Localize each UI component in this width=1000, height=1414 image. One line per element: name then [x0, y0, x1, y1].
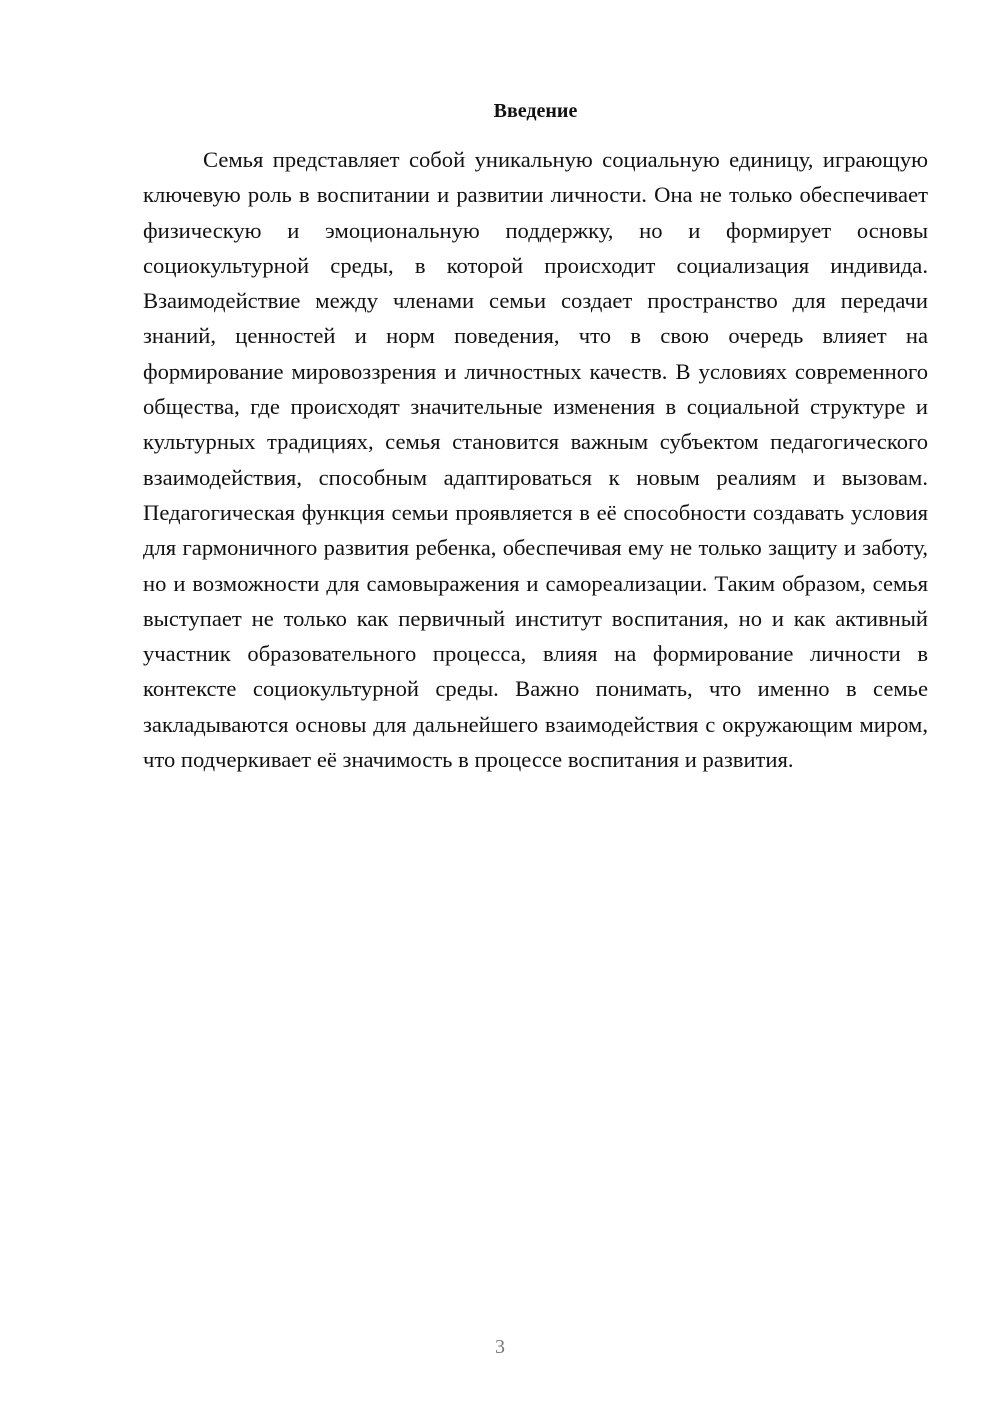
page-number: 3: [495, 1336, 505, 1358]
body-paragraph: Семья представляет собой уникальную социальную единицу, играющую ключевую роль в воспитании и развитии личности. Она не только обеспечивает физическую и эмоциональную поддержку, но и формирует основы социокультурной среды, в которой происходит социализация индивида. Взаимодействие между членами семьи создает пространство для передачи знаний, ценностей и норм поведения, что в свою очередь влияет на формирование мировоззрения и личностных качеств. В условиях современного общества, где происходят значительные изменения в социальной структуре и культурных традициях, семья становится важным субъектом педагогического взаимодействия, способным адаптироваться к новым реалиям и вызовам. Педагогическая функция семьи проявляется в её способности создавать условия для гармоничного развития ребенка, обеспечивая ему не только защиту и заботу, но и возможности для самовыражения и самореализации. Таким образом, семья выступает не только как первичный институт воспитания, но и как активный участник образовательного процесса, влияя на формирование личности в контексте социокультурной среды. Важно понимать, что именно в семье закладываются основы для дальнейшего взаимодействия с окружающим миром, что подчеркивает её значимость в процессе воспитания и развития.: [143, 147, 928, 773]
section-heading: Введение: [493, 100, 578, 122]
